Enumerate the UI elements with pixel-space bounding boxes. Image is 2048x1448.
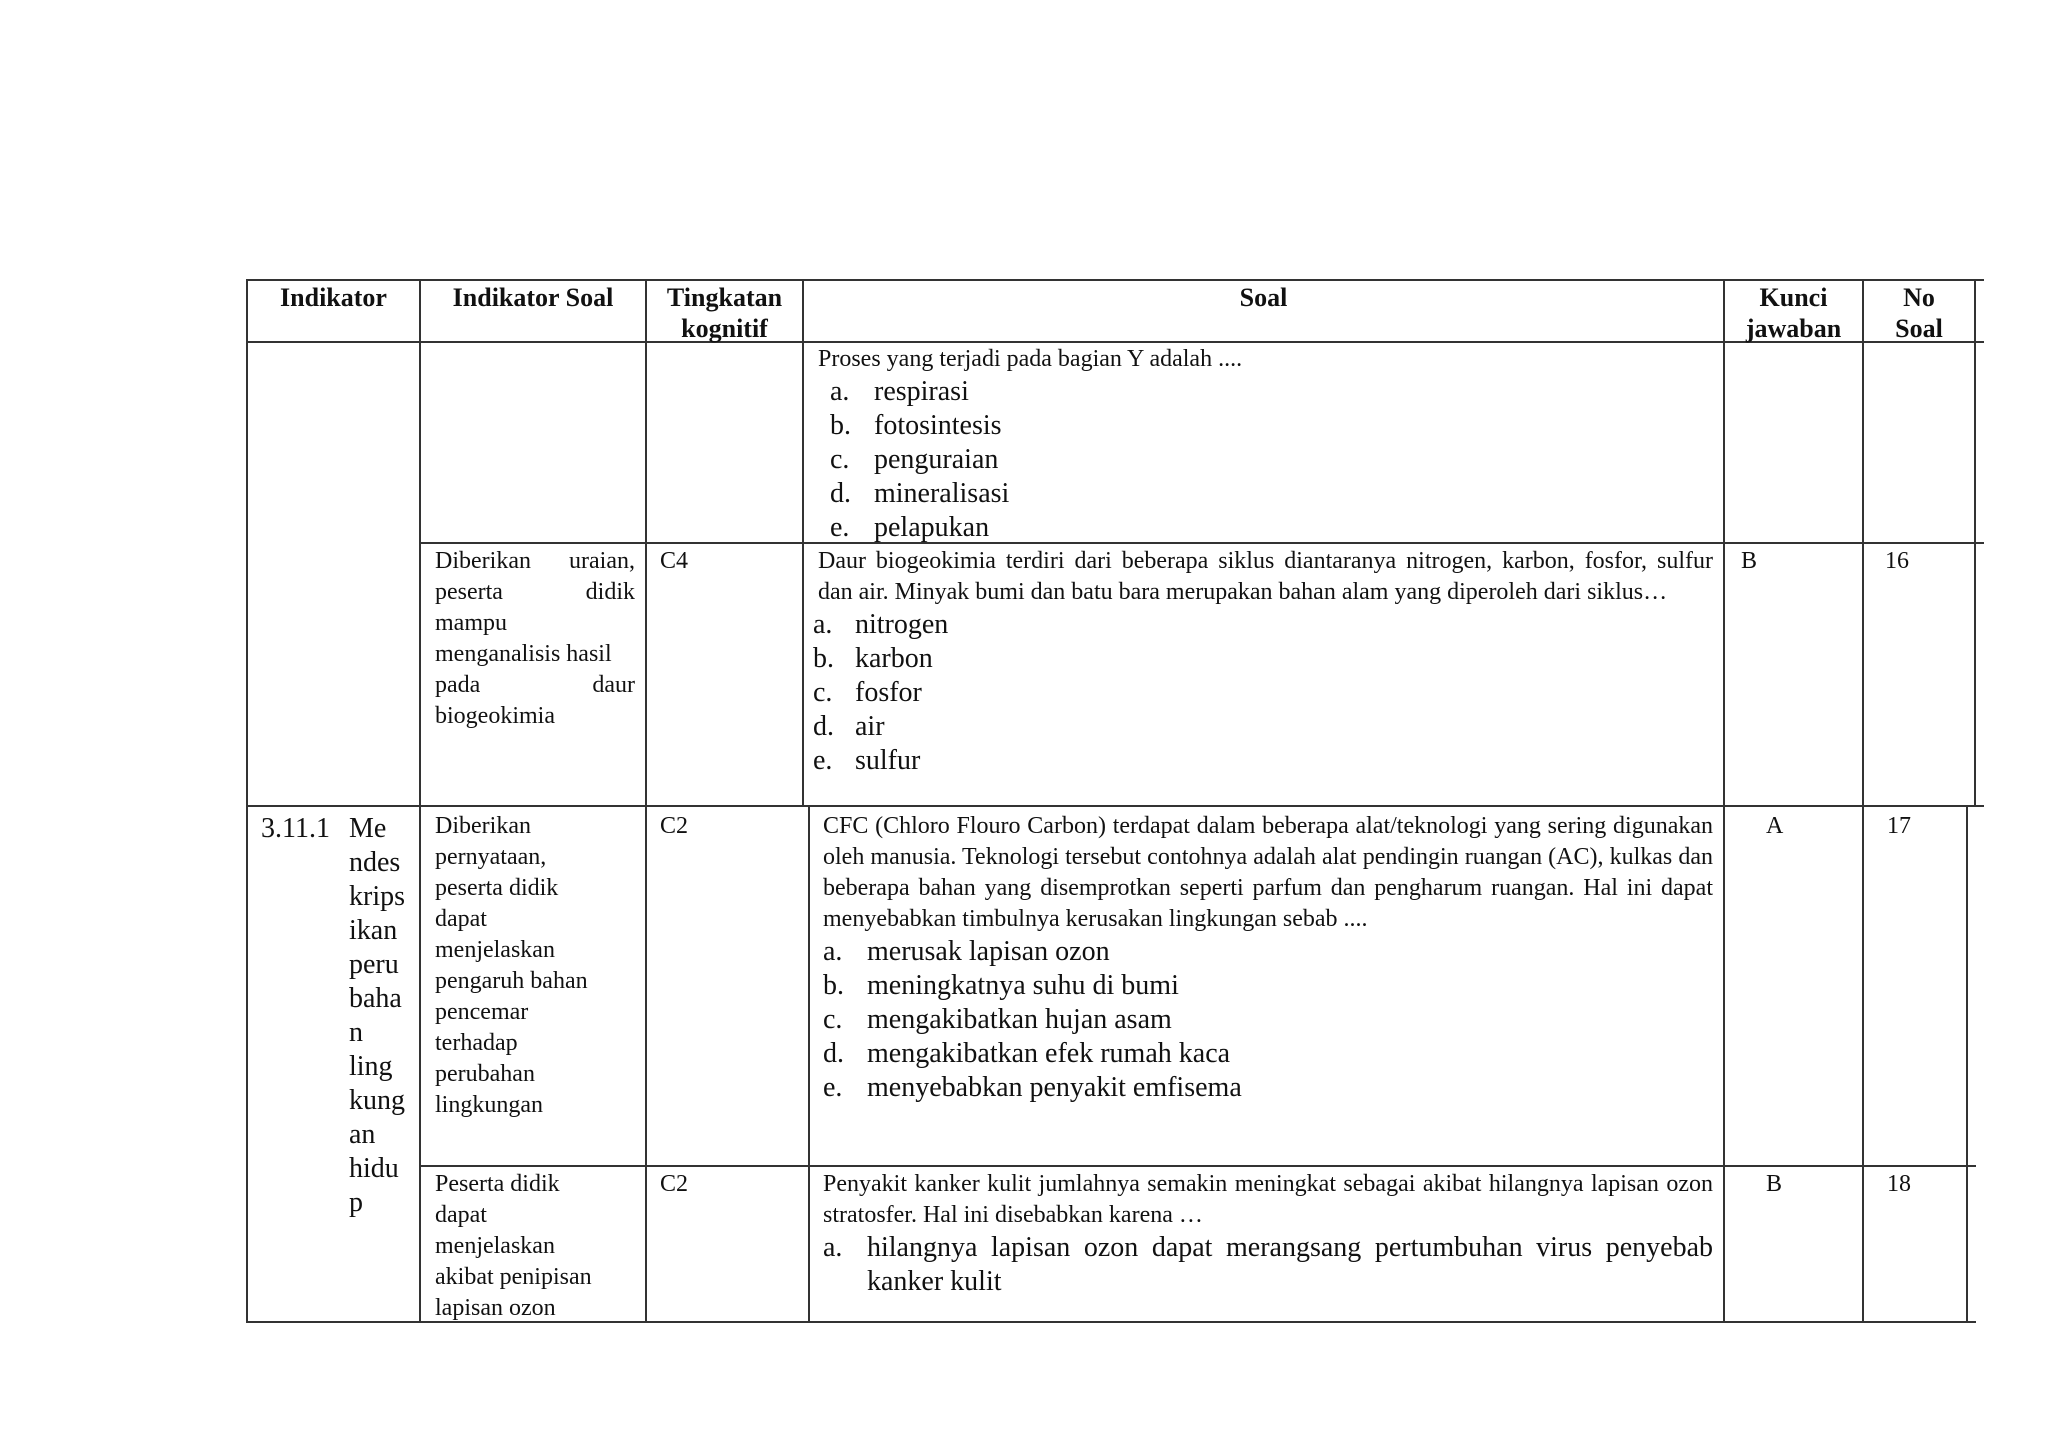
header-kunci-line1: Kunci (1759, 283, 1828, 312)
options-list (813, 608, 1713, 778)
option-d: d. mineralisasi (830, 478, 1010, 509)
level-cell-16: C4 (660, 548, 689, 574)
level-cell-17: C2 (660, 813, 689, 839)
column-divider (802, 279, 804, 806)
option-e: e. sulfur (813, 745, 921, 776)
answer-key-18: B (1766, 1171, 1783, 1197)
option-b: b. karbon (813, 643, 933, 674)
table-left-border (246, 279, 248, 1323)
question-text: Daur biogeokimia terdiri dari beberapa siklus diantaranya nitrogen, karbon, fosfor, sulfur dan air. Minyak bumi dan batu bara merupakan bahan alam yang diperoleh dari siklus… (818, 548, 1713, 605)
option-c: c. fosfor (813, 677, 922, 708)
indikator-code: 3.11.1 (261, 813, 330, 844)
header-soal-label: Soal (1239, 283, 1288, 312)
option-c: c. mengakibatkan hujan asam (823, 1004, 1172, 1035)
question-number-18: 18 (1887, 1171, 1911, 1197)
option-a: a. merusak lapisan ozon (823, 936, 1110, 967)
question-number-16: 16 (1885, 548, 1909, 574)
option-a: a. hilangnya lapisan ozon dapat merangsang pertumbuhan virus penyebab kanker kulit (823, 1232, 1713, 1297)
table-right-border (1974, 279, 1976, 806)
indikator-soal-cell-17: Diberikan pernyataan, peserta didik dapat menjelaskan pengaruh bahan pencemar terhadap perubahan lingkungan (435, 813, 588, 1118)
level-cell-18: C2 (660, 1171, 689, 1197)
option-a: a. respirasi (830, 376, 969, 407)
options-list (830, 375, 1713, 545)
header-indikator-soal-label: Indikator Soal (452, 283, 614, 312)
header-kunci-line2: jawaban (1745, 314, 1842, 343)
option-b: b. fotosintesis (830, 410, 1002, 441)
header-tingkatan-line1: Tingkatan (666, 283, 783, 312)
table-right-border (1966, 805, 1968, 1323)
option-e: e. menyebabkan penyakit emfisema (823, 1072, 1242, 1103)
soal-cell-17 (823, 811, 1713, 1105)
question-text: Penyakit kanker kulit jumlahnya semakin meningkat sebagai akibat hilangnya lapisan ozon stratosfer. Hal ini disebabkan karena … (823, 1171, 1713, 1228)
question-number-17: 17 (1887, 813, 1911, 839)
column-divider (645, 279, 647, 1323)
header-tingkatan-line2: kognitif (681, 314, 768, 343)
soal-cell-18 (823, 1169, 1713, 1299)
header-no-line1: No (1903, 283, 1935, 312)
question-text: CFC (Chloro Flouro Carbon) terdapat dalam beberapa alat/teknologi yang sering digunakan oleh manusia. Teknologi tersebut contohnya adalah alat pendingin ruangan (AC), kulkas dan beberapa bahan yang disemprotkan seperti parfum dan pengharum ruangan. Hal ini dapat menyebabkan timbulnya kerusakan lingkungan sebab .... (823, 813, 1713, 932)
answer-key-17: A (1766, 813, 1784, 839)
header-tingkatan-kognitif (647, 282, 802, 344)
column-divider (1723, 279, 1725, 1323)
column-divider (419, 279, 421, 1323)
options-list (823, 1231, 1713, 1299)
option-c: c. penguraian (830, 444, 999, 475)
option-d: d. mengakibatkan efek rumah kaca (823, 1038, 1231, 1069)
header-no-line2: Soal (1895, 314, 1943, 343)
option-e: e. pelapukan (830, 512, 990, 543)
soal-cell-prev (818, 344, 1713, 545)
header-indikator-label: Indikator (280, 283, 387, 312)
header-soal (804, 282, 1723, 313)
indikator-soal-cell-18: Peserta didik dapat menjelaskan akibat penipisan lapisan ozon (435, 1171, 592, 1321)
column-divider (808, 805, 810, 1323)
soal-cell-16 (813, 546, 1713, 778)
question-text: Proses yang terjadi pada bagian Y adalah .... (818, 346, 1243, 372)
option-a: a. nitrogen (813, 609, 949, 640)
header-indikator (248, 282, 419, 313)
option-b: b. meningkatnya suhu di bumi (823, 970, 1179, 1001)
indikator-description: Me ndes krips ikan peru baha n ling kung an hidu p (349, 813, 405, 1218)
header-no-soal (1864, 282, 1974, 344)
answer-key-16: B (1741, 548, 1758, 574)
indikator-soal-cell-16: Diberikan uraian, peserta didik mampu menganalisis hasil pada daur biogeokimia (435, 548, 635, 729)
column-divider (1862, 279, 1864, 1323)
row-divider (419, 1165, 1976, 1167)
header-kunci-jawaban (1725, 282, 1862, 344)
option-d: d. air (813, 711, 885, 742)
options-list (823, 935, 1713, 1105)
header-indikator-soal (421, 282, 645, 313)
